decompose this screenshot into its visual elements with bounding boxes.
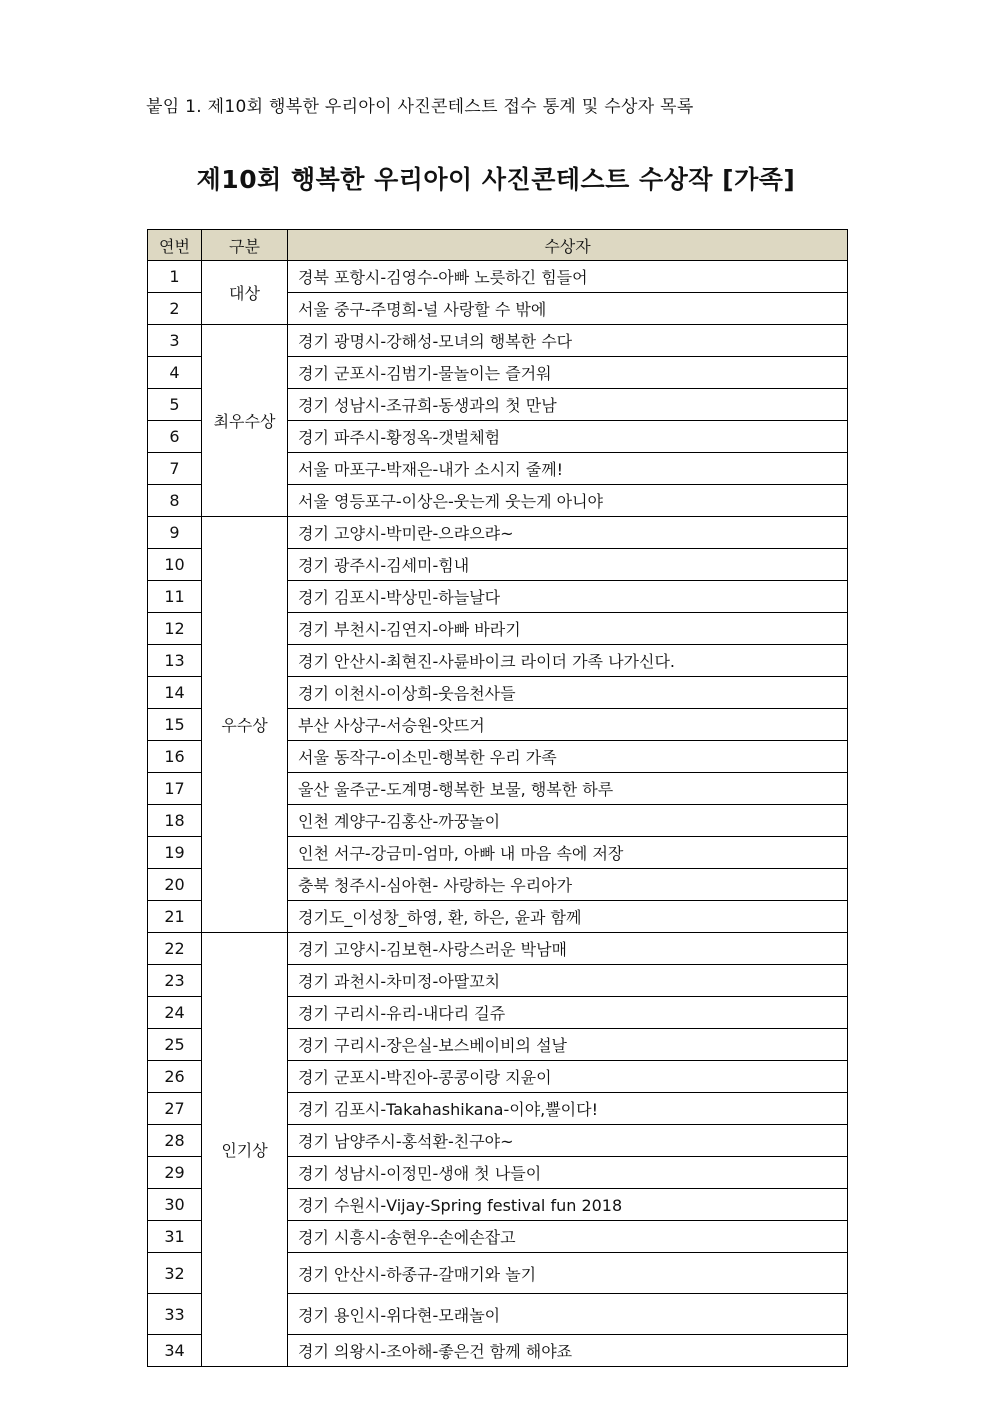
winner-entry: 경기 안산시-최현진-사륜바이크 라이더 가족 나가신다. bbox=[288, 645, 848, 677]
winner-entry: 경기도_이성창_하영, 환, 하은, 윤과 함께 bbox=[288, 901, 848, 933]
winner-entry: 경기 남양주시-홍석환-친구야~ bbox=[288, 1125, 848, 1157]
row-number: 24 bbox=[148, 997, 202, 1029]
row-number: 4 bbox=[148, 357, 202, 389]
winner-entry: 경기 안산시-하종규-갈매기와 놀기 bbox=[288, 1253, 848, 1294]
winner-entry: 경기 부천시-김연지-아빠 바라기 bbox=[288, 613, 848, 645]
row-number: 25 bbox=[148, 1029, 202, 1061]
row-number: 9 bbox=[148, 517, 202, 549]
winner-entry: 경기 고양시-박미란-으랴으랴~ bbox=[288, 517, 848, 549]
row-number: 23 bbox=[148, 965, 202, 997]
row-number: 30 bbox=[148, 1189, 202, 1221]
row-number: 17 bbox=[148, 773, 202, 805]
table-row bbox=[148, 261, 848, 293]
award-category: 최우수상 bbox=[202, 325, 288, 517]
winner-entry: 경기 성남시-이정민-생애 첫 나들이 bbox=[288, 1157, 848, 1189]
winner-entry: 경기 김포시-박상민-하늘날다 bbox=[288, 581, 848, 613]
table-row bbox=[148, 933, 848, 965]
winner-entry: 경기 의왕시-조아해-좋은건 함께 해야죠 bbox=[288, 1335, 848, 1367]
attachment-label: 붙임 1. 제10회 행복한 우리아이 사진콘테스트 접수 통계 및 수상자 목록 bbox=[146, 97, 694, 117]
winner-entry: 부산 사상구-서승원-앗뜨거 bbox=[288, 709, 848, 741]
winner-entry: 서울 마포구-박재은-내가 소시지 줄께! bbox=[288, 453, 848, 485]
award-category: 인기상 bbox=[202, 933, 288, 1367]
winner-entry: 인천 계양구-김홍산-까꿍놀이 bbox=[288, 805, 848, 837]
row-number: 15 bbox=[148, 709, 202, 741]
winner-entry: 서울 영등포구-이상은-웃는게 웃는게 아니야 bbox=[288, 485, 848, 517]
winner-entry: 울산 울주군-도계명-행복한 보물, 행복한 하루 bbox=[288, 773, 848, 805]
winner-entry: 경기 용인시-위다현-모래놀이 bbox=[288, 1294, 848, 1335]
winner-entry: 경기 파주시-황정옥-갯벌체험 bbox=[288, 421, 848, 453]
table-header-row bbox=[148, 230, 848, 261]
winner-entry: 경기 광주시-김세미-힘내 bbox=[288, 549, 848, 581]
winner-entry: 서울 중구-주명희-널 사랑할 수 밖에 bbox=[288, 293, 848, 325]
header-number: 연번 bbox=[148, 230, 202, 261]
row-number: 22 bbox=[148, 933, 202, 965]
row-number: 14 bbox=[148, 677, 202, 709]
row-number: 3 bbox=[148, 325, 202, 357]
awards-table-body bbox=[148, 261, 848, 1367]
row-number: 26 bbox=[148, 1061, 202, 1093]
header-winner: 수상자 bbox=[288, 230, 848, 261]
winner-entry: 경기 시흥시-송현우-손에손잡고 bbox=[288, 1221, 848, 1253]
winner-entry: 경기 구리시-유리-내다리 길쥬 bbox=[288, 997, 848, 1029]
row-number: 28 bbox=[148, 1125, 202, 1157]
row-number: 18 bbox=[148, 805, 202, 837]
row-number: 20 bbox=[148, 869, 202, 901]
document-title: 제10회 행복한 우리아이 사진콘테스트 수상작 [가족] bbox=[196, 165, 796, 194]
winner-entry: 경북 포항시-김영수-아빠 노릇하긴 힘들어 bbox=[288, 261, 848, 293]
row-number: 29 bbox=[148, 1157, 202, 1189]
row-number: 12 bbox=[148, 613, 202, 645]
row-number: 2 bbox=[148, 293, 202, 325]
winner-entry: 경기 수원시-Vijay-Spring festival fun 2018 bbox=[288, 1189, 848, 1221]
award-category: 우수상 bbox=[202, 517, 288, 933]
row-number: 6 bbox=[148, 421, 202, 453]
winner-entry: 경기 구리시-장은실-보스베이비의 설날 bbox=[288, 1029, 848, 1061]
winner-entry: 경기 광명시-강해성-모녀의 행복한 수다 bbox=[288, 325, 848, 357]
winner-entry: 경기 군포시-김범기-물놀이는 즐거워 bbox=[288, 357, 848, 389]
winner-entry: 경기 김포시-Takahashikana-이야,뿔이다! bbox=[288, 1093, 848, 1125]
row-number: 32 bbox=[148, 1253, 202, 1294]
row-number: 8 bbox=[148, 485, 202, 517]
award-category: 대상 bbox=[202, 261, 288, 325]
awards-table bbox=[147, 229, 848, 1367]
row-number: 19 bbox=[148, 837, 202, 869]
winner-entry: 경기 성남시-조규희-동생과의 첫 만남 bbox=[288, 389, 848, 421]
row-number: 16 bbox=[148, 741, 202, 773]
winner-entry: 인천 서구-강금미-엄마, 아빠 내 마음 속에 저장 bbox=[288, 837, 848, 869]
winner-entry: 경기 과천시-차미정-아딸꼬치 bbox=[288, 965, 848, 997]
row-number: 5 bbox=[148, 389, 202, 421]
row-number: 11 bbox=[148, 581, 202, 613]
header-category: 구분 bbox=[202, 230, 288, 261]
row-number: 34 bbox=[148, 1335, 202, 1367]
row-number: 27 bbox=[148, 1093, 202, 1125]
row-number: 13 bbox=[148, 645, 202, 677]
winner-entry: 충북 청주시-심아현- 사랑하는 우리아가 bbox=[288, 869, 848, 901]
row-number: 1 bbox=[148, 261, 202, 293]
row-number: 21 bbox=[148, 901, 202, 933]
winner-entry: 서울 동작구-이소민-행복한 우리 가족 bbox=[288, 741, 848, 773]
table-row bbox=[148, 517, 848, 549]
row-number: 33 bbox=[148, 1294, 202, 1335]
row-number: 31 bbox=[148, 1221, 202, 1253]
winner-entry: 경기 고양시-김보현-사랑스러운 박남매 bbox=[288, 933, 848, 965]
row-number: 7 bbox=[148, 453, 202, 485]
winner-entry: 경기 군포시-박진아-콩콩이랑 지윤이 bbox=[288, 1061, 848, 1093]
table-row bbox=[148, 325, 848, 357]
row-number: 10 bbox=[148, 549, 202, 581]
winner-entry: 경기 이천시-이상희-웃음천사들 bbox=[288, 677, 848, 709]
